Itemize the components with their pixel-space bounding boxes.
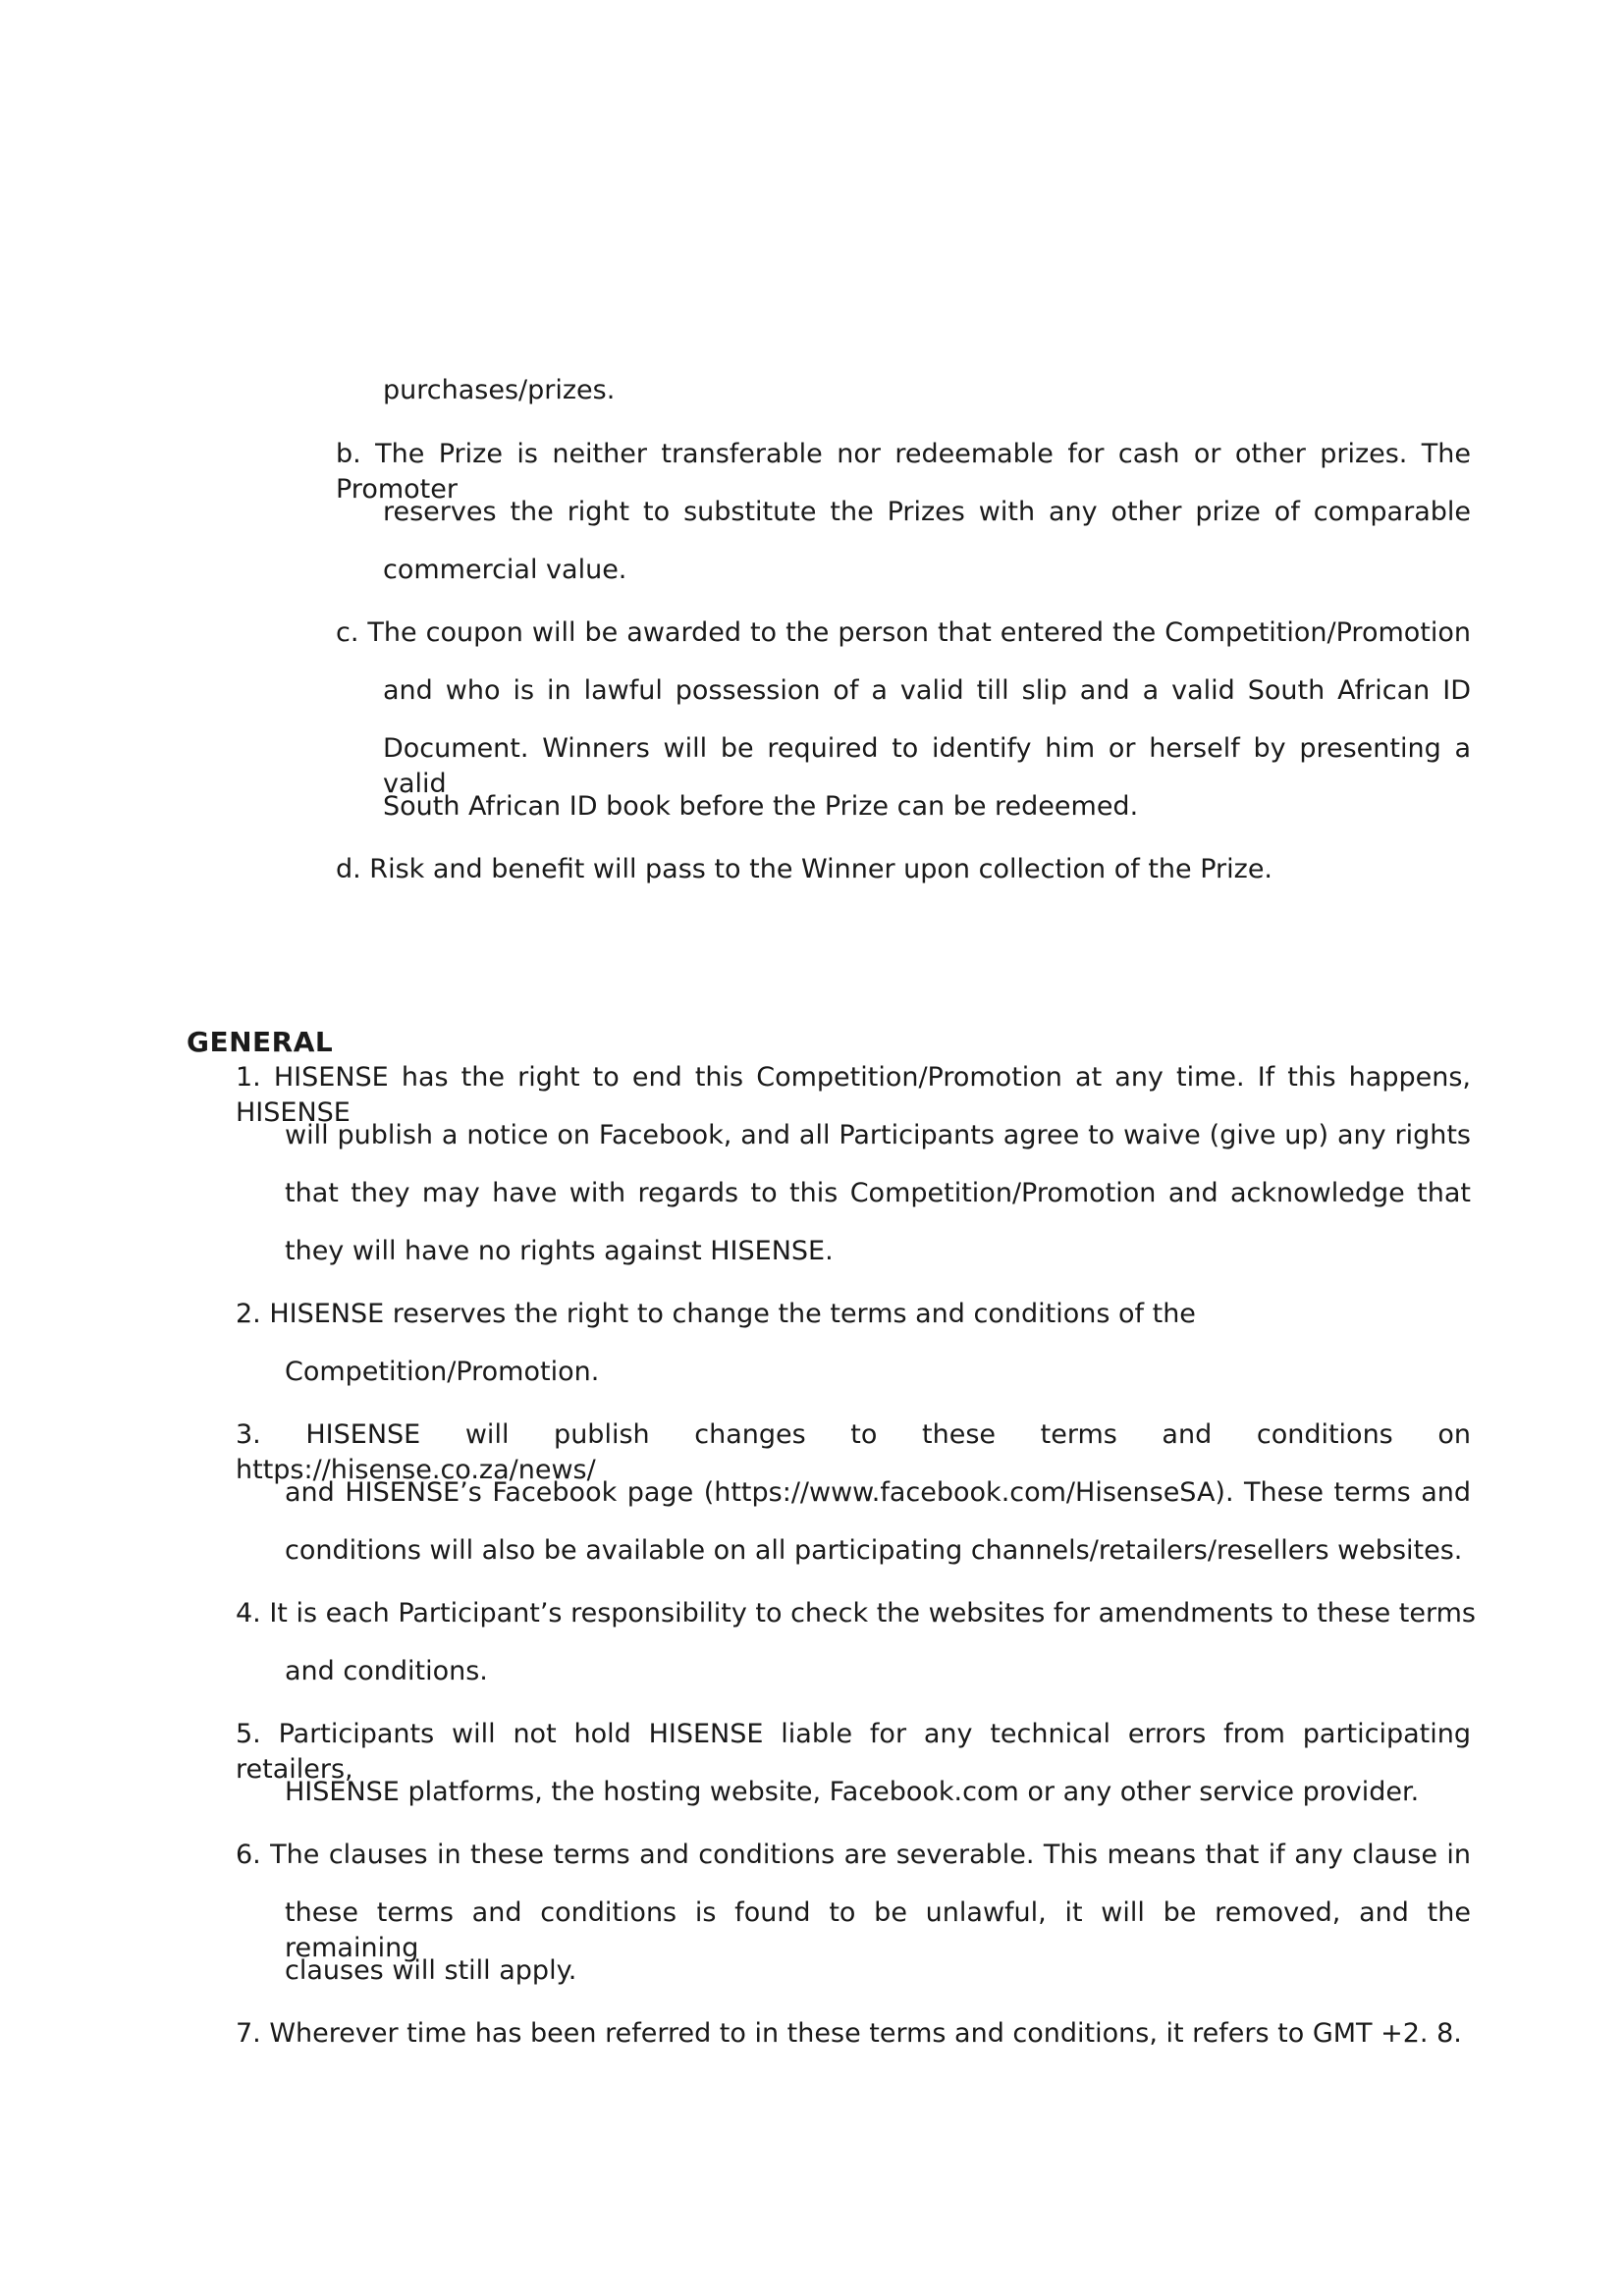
general-clause-5-line-1: 5. Participants will not hold HISENSE liable for any technical errors from participating retailers, [236,1719,1471,1785]
general-clause-3-line-1: 3. HISENSE will publish changes to these terms and conditions on https://hisense.co.za/news/ [236,1419,1471,1485]
general-heading: GENERAL [187,1026,334,1058]
prize-clause-c-line-3: Document. Winners will be required to identify him or herself by presenting a valid [383,733,1471,799]
general-clause-4-line-2: and conditions. [285,1656,488,1686]
general-clause-6-line-3: clauses will still apply. [285,1955,577,1986]
prize-clause-a-continuation: purchases/prizes. [383,375,616,405]
general-clause-3-line-2: and HISENSE’s Facebook page (https://www.facebook.com/HisenseSA). These terms and [285,1477,1471,1508]
general-clause-6-line-2: these terms and conditions is found to be unlawful, it will be removed, and the remaining [285,1897,1471,1963]
general-clause-6-line-1: 6. The clauses in these terms and conditions are severable. This means that if any clause in [236,1840,1471,1870]
general-clause-7: 7. Wherever time has been referred to in these terms and conditions, it refers to GMT +2. 8. [236,2018,1462,2049]
prize-clause-d: d. Risk and benefit will pass to the Winner upon collection of the Prize. [336,854,1273,884]
prize-clause-b-line-3: commercial value. [383,555,627,585]
prize-clause-c-line-4: South African ID book before the Prize can be redeemed. [383,791,1139,822]
general-clause-1-line-4: they will have no rights against HISENSE. [285,1236,834,1266]
prize-clause-c-line-2: and who is in lawful possession of a valid till slip and a valid South African ID [383,675,1471,706]
general-clause-1-line-2: will publish a notice on Facebook, and all Participants agree to waive (give up) any rights [285,1120,1471,1150]
general-clause-1-line-3: that they may have with regards to this Competition/Promotion and acknowledge that [285,1178,1471,1208]
general-clause-2-line-1: 2. HISENSE reserves the right to change the terms and conditions of the [236,1299,1196,1329]
general-clause-4-line-1: 4. It is each Participant’s responsibility to check the websites for amendments to these terms [236,1598,1476,1629]
general-clause-3-line-3: conditions will also be available on all participating channels/retailers/resellers websites. [285,1535,1463,1566]
prize-clause-b-line-1: b. The Prize is neither transferable nor redeemable for cash or other prizes. The Promoter [336,439,1471,505]
prize-clause-c-line-1: c. The coupon will be awarded to the person that entered the Competition/Promotion [336,617,1471,648]
general-clause-5-line-2: HISENSE platforms, the hosting website, Facebook.com or any other service provider. [285,1777,1420,1807]
prize-clause-b-line-2: reserves the right to substitute the Prizes with any other prize of comparable [383,497,1471,527]
general-clause-1-line-1: 1. HISENSE has the right to end this Competition/Promotion at any time. If this happens, HISENSE [236,1062,1471,1128]
general-clause-2-line-2: Competition/Promotion. [285,1357,600,1387]
